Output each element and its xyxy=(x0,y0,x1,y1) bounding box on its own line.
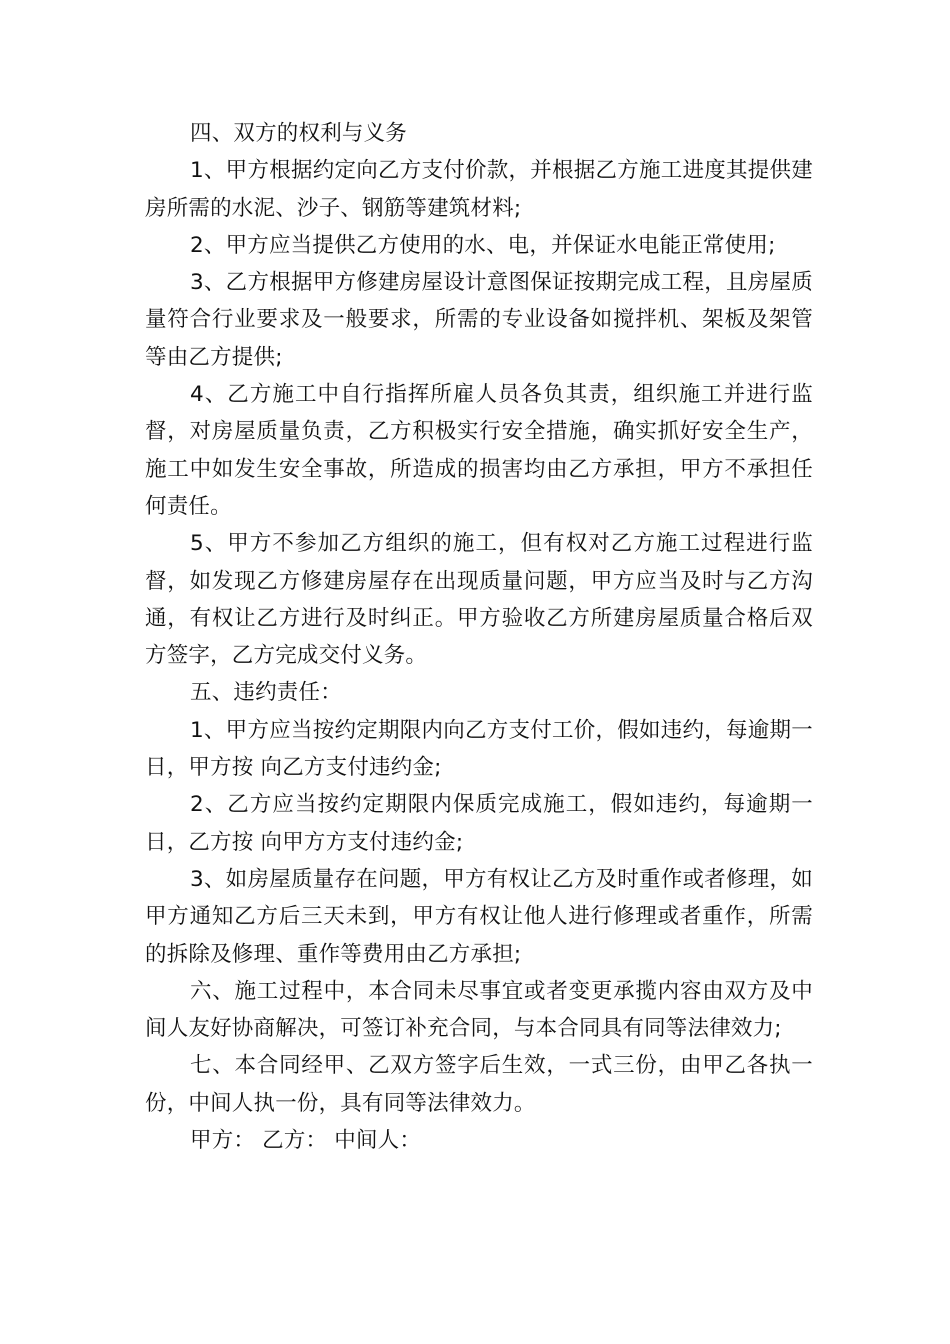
clause-4-4: 4、乙方施工中自行指挥所雇人员各负其责，组织施工并进行监督，对房屋质量负责，乙方积极实行安全措施，确实抓好安全生产，施工中如发生安全事故，所造成的损害均由乙方承担，甲方不承担任何责任。 xyxy=(145,382,813,519)
clause-5-3: 3、如房屋质量存在问题，甲方有权让乙方及时重作或者修理，如甲方通知乙方后三天未到，甲方有权让他人进行修理或者重作，所需的拆除及修理、重作等费用由乙方承担; xyxy=(145,866,813,967)
clause-4-3: 3、乙方根据甲方修建房屋设计意图保证按期完成工程，且房屋质量符合行业要求及一般要求，所需的专业设备如搅拌机、架板及架管等由乙方提供; xyxy=(145,270,813,370)
clause-4-1: 1、甲方根据约定向乙方支付价款，并根据乙方施工进度其提供建房所需的水泥、沙子、钢筋等建筑材料; xyxy=(145,158,813,221)
section-six: 六、施工过程中，本合同未尽事宜或者变更承揽内容由双方及中间人友好协商解决，可签订补充合同，与本合同具有同等法律效力; xyxy=(145,978,813,1042)
clause-5-2: 2、乙方应当按约定期限内保质完成施工，假如违约，每逾期一日，乙方按 向甲方方支付违约金; xyxy=(145,792,813,855)
section-heading-rights-obligations: 四、双方的权利与义务 xyxy=(190,121,408,146)
section-heading-breach: 五、违约责任： xyxy=(190,680,342,706)
clause-5-1: 1、甲方应当按约定期限内向乙方支付工价，假如违约，每逾期一日，甲方按 向乙方支付违约金; xyxy=(145,717,813,781)
section-seven: 七、本合同经甲、乙双方签字后生效，一式三份，由甲乙各执一份，中间人执一份，具有同等法律效力。 xyxy=(145,1053,813,1116)
clause-4-5: 5、甲方不参加乙方组织的施工，但有权对乙方施工过程进行监督，如发现乙方修建房屋存在出现质量问题，甲方应当及时与乙方沟通，有权让乙方进行及时纠正。甲方验收乙方所建房屋质量合格后双方签字，乙方完成交付义务。 xyxy=(145,531,813,669)
document-body xyxy=(145,115,813,1159)
clause-4-2: 2、甲方应当提供乙方使用的水、电，并保证水电能正常使用; xyxy=(190,232,776,258)
signature-line: 甲方： 乙方： 中间人： xyxy=(190,1128,422,1154)
